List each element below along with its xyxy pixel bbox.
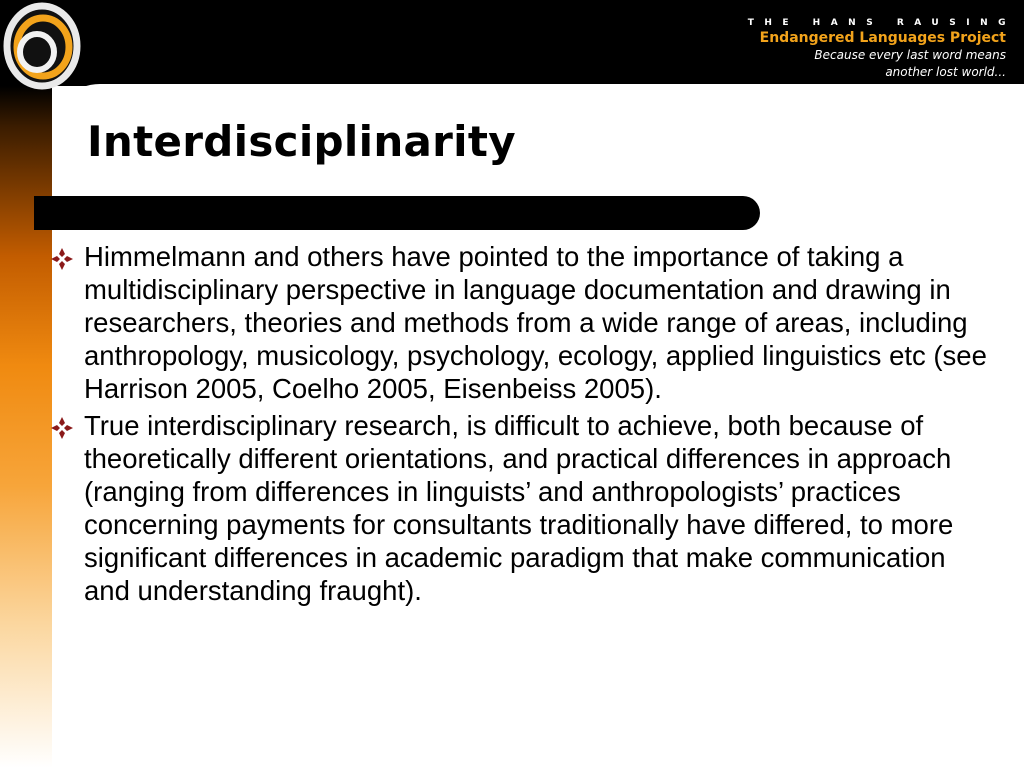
concentric-ring-logo-icon — [0, 0, 90, 94]
brand-small-caps: THE HANS RAUSING — [747, 18, 1016, 28]
diamond-bullet-icon — [50, 416, 74, 440]
brand-title: Endangered Languages Project — [759, 30, 1006, 46]
left-gradient-strip — [0, 86, 52, 768]
brand-block — [747, 18, 1016, 80]
slide-title: Interdisciplinarity — [87, 117, 516, 166]
diamond-bullet-icon — [50, 247, 74, 271]
brand-tagline-2: another lost world... — [885, 65, 1006, 79]
bullet-text: Himmelmann and others have pointed to the importance of taking a multidisciplinary perspective in language documentation and drawing in researchers, theories and methods from a wide range of areas, including anthropology, musicology, psychology, ecology, applied linguistics etc (see Harrison 2005, Coelho 2005, Eisenbeiss 2005). — [84, 241, 987, 404]
list-item — [48, 240, 998, 405]
bullet-list — [48, 240, 998, 611]
bullet-text: True interdisciplinary research, is difficult to achieve, both because of theoretically different orientations, and practical differences in approach (ranging from differences in linguists’ and anthropologists’ practices concerning payments for consultants traditionally have differed, to more significant differences in academic paradigm that make communication and understanding fraught). — [84, 410, 954, 606]
title-underline-bar — [34, 196, 760, 230]
list-item — [48, 409, 998, 607]
brand-tagline-1: Because every last word means — [814, 48, 1006, 62]
